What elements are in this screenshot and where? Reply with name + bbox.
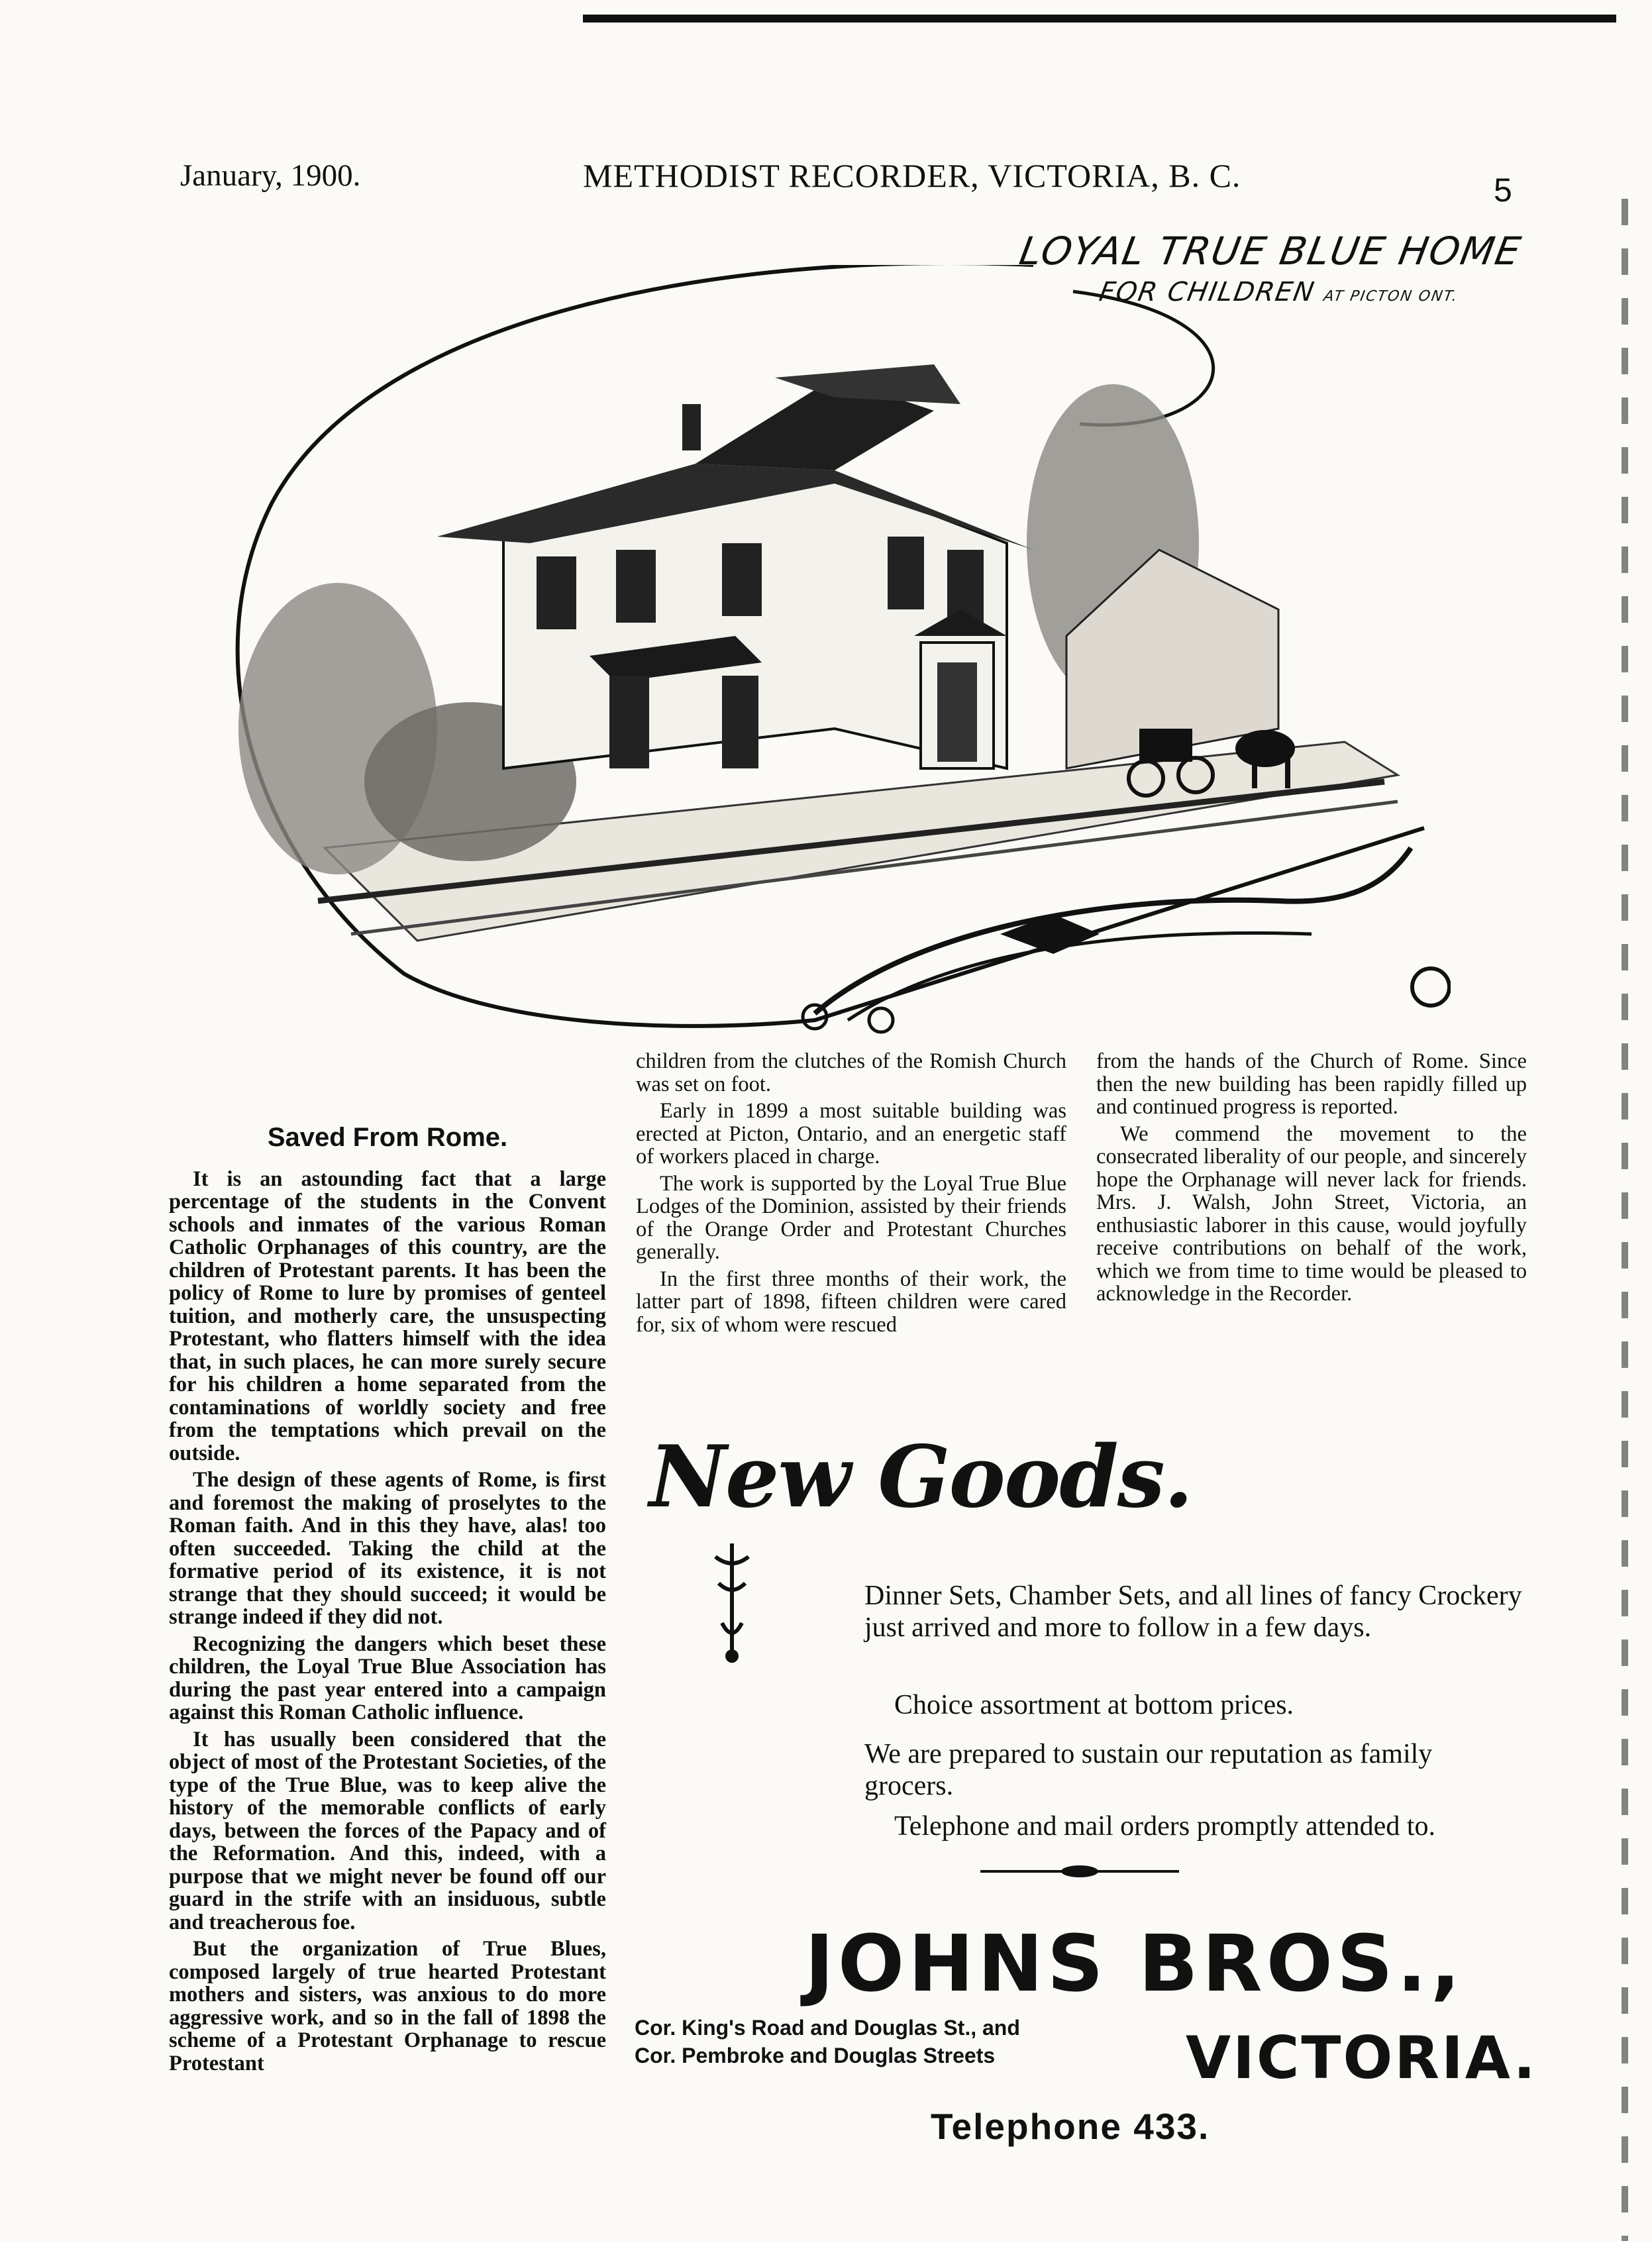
article-paragraph: It is an astounding fact that a large percentage of the students in the Convent schools and inmates of the various Roman Catholic Orphanages of this country, are the children of Protestant parents. It has been the policy of Rome to lure by promises of genteel tuition, and motherly care, the unsuspecting Protestant, who flatters himself with the idea that, in such places, he can more surely secure for his children a home separated from the contaminations of worldly society and free from the temptations which prevail on the outside.	[169, 1167, 606, 1465]
top-rule	[583, 15, 1616, 23]
advert-line-orders: Telephone and mail orders promptly attended to.	[894, 1811, 1435, 1842]
divider-ornament-icon	[980, 1861, 1179, 1881]
page-edge-shadow	[1622, 199, 1628, 2241]
issue-date: January, 1900.	[180, 158, 361, 193]
city-name: VICTORIA.	[1186, 2024, 1537, 2092]
article-column-3	[1096, 1050, 1527, 1310]
article-title: Saved From Rome.	[267, 1123, 508, 1152]
article-paragraph: The design of these agents of Rome, is first and foremost the making of proselytes to the Roman faith. And in this they have, alas! too often succeeded. Taking the child at the formative period of its existence, it is not strange that they should succeed; it would be strange indeed if they did not.	[169, 1468, 606, 1629]
orphanage-illustration	[219, 265, 1451, 1053]
article-paragraph: But the organization of True Blues, composed largely of true hearted Protestant mothers and sisters, was anxious to do more aggressive work, and so in the fall of 1898 the scheme of a Protestant Orphanage to rescue Protestant	[169, 1937, 606, 2075]
telephone-number: Telephone 433.	[931, 2106, 1210, 2147]
article-column-1	[169, 1123, 606, 2079]
address-line-1: Cor. King's Road and Douglas St., and	[635, 2016, 1020, 2040]
masthead-title: METHODIST RECORDER, VICTORIA, B. C.	[583, 157, 1241, 194]
ornament-icon	[702, 1543, 762, 1663]
article-paragraph: In the first three months of their work, the latter part of 1898, fifteen children were cared for, six of whom were rescued	[636, 1267, 1066, 1337]
article-paragraph: children from the clutches of the Romish Church was set on foot.	[636, 1049, 1066, 1096]
page-number: 5	[1494, 172, 1512, 209]
article-paragraph: Early in 1899 a most suitable building was erected at Picton, Ontario, and an energetic staff of workers placed in charge.	[636, 1099, 1066, 1169]
illustration-subcaption-place: AT PICTON ONT.	[1322, 288, 1460, 305]
article-column-2	[636, 1050, 1066, 1340]
advert-headline: New Goods.	[649, 1428, 1192, 1527]
article-paragraph: It has usually been considered that the object of most of the Protestant Societies, of the type of the True Blue, was to keep alive the history of the memorable conflicts of early days, between the forces of the Papacy and of the Reformation. And this, indeed, with a purpose that we might never be found off our guard in the strife with an insiduous, subtle and treacherous foe.	[169, 1727, 606, 1934]
illustration-caption: LOYAL TRUE BLUE HOME	[1016, 229, 1525, 274]
article-paragraph: from the hands of the Church of Rome. Since then the new building has been rapidly filled up and continued progress is reported.	[1096, 1049, 1527, 1119]
article-paragraph: Recognizing the dangers which beset these children, the Loyal True Blue Association has during the past year entered into a campaign against this Roman Catholic influence.	[169, 1632, 606, 1724]
address-line-2: Cor. Pembroke and Douglas Streets	[635, 2044, 996, 2067]
advert-line-reputation: We are prepared to sustain our reputation as family grocers.	[864, 1739, 1433, 1801]
company-name: JOHNS BROS.,	[805, 1918, 1465, 2009]
advert-line-prices: Choice assortment at bottom prices.	[894, 1690, 1294, 1720]
article-paragraph: The work is supported by the Loyal True Blue Lodges of the Dominion, assisted by their friends of the Orange Order and Protestant Churches generally.	[636, 1171, 1066, 1264]
advert-line-crockery: Dinner Sets, Chamber Sets, and all lines of fancy Crockery just arrived and more to follow in a few days.	[864, 1581, 1522, 1643]
illustration-subcaption-main: FOR CHILDREN	[1096, 277, 1317, 307]
article-paragraph: We commend the movement to the consecrated liberality of our people, and sincerely hope the Orphanage will never lack for friends. Mrs. J. Walsh, John Street, Victoria, an enthusiastic laborer in this cause, would joyfully receive contributions on behalf of the work, which we from time to time would be pleased to acknowledge in the Recorder.	[1096, 1121, 1527, 1306]
